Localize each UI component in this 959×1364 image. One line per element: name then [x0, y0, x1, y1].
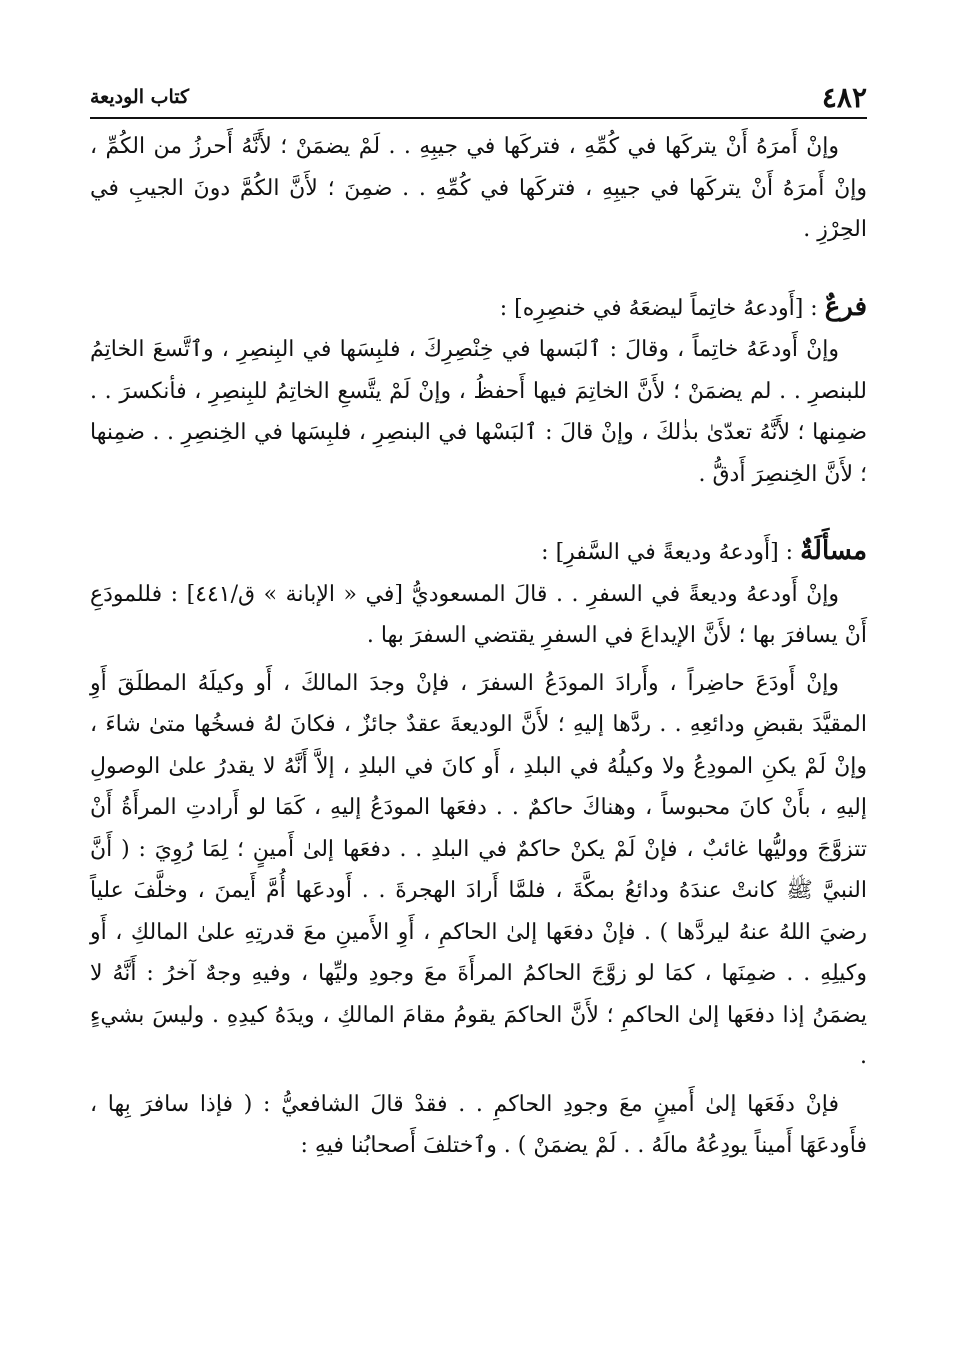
- paragraph-5: فإنْ دفَعَها إلىٰ أَمينٍ معَ وجودِ الحاكمِ . . فقدْ قالَ الشافعيُّ : ( فإذا سافرَ بِها ، فأَودعَهَا أَميناً يودِعُهُ مالَهُ . . لَمْ يضمَنْ ) . وٱختلفَ أَصحابُنا فيهِ :: [90, 1091, 867, 1158]
- heading-title: : [أَودعهُ خاتِماً ليضعَهُ في خنصِرِه] :: [499, 295, 825, 321]
- heading-title: : [أَودعهُ وديعةً في السَّفرِ] :: [541, 540, 801, 565]
- header-divider: [90, 117, 867, 119]
- heading-label: فرعٌ: [824, 291, 867, 322]
- paragraph-2: وإنْ أَودعَهُ خاتِماً ، وقالَ : ٱلبَسها في خِنْصِرِكَ ، فلبِسَها في البِنصِرِ ، وٱتَّسعَ الخاتِمُ للبنصرِ . . لم يضمَنْ ؛ لأَنَّ الخاتِمَ فيها أَحفظُ ، وإنْ لَمْ يتَّسعِ الخاتِمُ للبِنصِرِ ، فأنكسرَ . . ضمِنها ؛ لأَنَّهُ تعدّىٰ بذٰلكَ ، وإنْ قالَ : ٱلبَسْها في البنصِرِ ، فلبِسَها في الخِنصِرِ . . ضمِنها ؛ لأَنَّ الخِنصِرَ أَدقُّ .: [90, 337, 867, 487]
- paragraph-1: وإنْ أَمرَهُ أَنْ يتركَها في كُمِّهِ ، فتركَها في جيبِهِ . . لَمْ يضمَنْ ؛ لأَنَّهُ أَحرزُ من الكُمِّ ، وإنْ أَمرَهُ أَنْ يتركَها في جيبِهِ ، فتركَها في كُمِّهِ . . ضمِنَ ؛ لأَنَّ الكُمَّ دونَ الجيبِ في الحِرْزِ .: [90, 134, 867, 242]
- paragraph-4: وإنْ أَودَعَ حاضِراً ، وأَرادَ المودَعُ السفرَ ، فإنْ وجدَ المالكَ ، أَو وكيلَهُ المطلَقَ أَوِ المقيَّدَ بقبضِ ودائعِهِ . . ردَّها إليهِ ؛ لأَنَّ الوديعةَ عقدٌ جائزٌ ، فكانَ لهُ فسخُها متىٰ شاءَ ، وإنْ لَمْ يكنِ المودِعُ ولا وكيلُهُ في البلدِ ، أَو كانَ في البلدِ ، إلاَّ أَنَّهُ لا يقدرُ علىٰ الوصولِ إليهِ ، بأَنْ كانَ محبوساً ، وهناكَ حاكمٌ . . دفعَها المودَعُ إليهِ ، كَمَا لو أَرادتِ المرأَةُ أَنْ تتزوَّجَ ووليُّها غائبٌ ، فإنْ لَمْ يكنْ حاكمٌ في البلدِ . . دفعَها إلىٰ أَمينٍ ؛ لِمَا رُوِيَ : ( أَنَّ النبيَّ ﷺ كانتْ عندَهُ ودائعُ بمكَّةَ ، فلمَّا أَرادَ الهجرةَ . . أَودعَها أُمَّ أَيمنَ ، وخلَّفَ علياً رضيَ اللهُ عنهُ ليردَّها ) . فإنْ دفعَها إلىٰ الحاكمِ ، أَوِ الأَمينِ معَ قدرتِهِ علىٰ المالكِ ، أَو وكيلِهِ . . ضمِنَها ، كمَا لو زوَّجَ الحاكمُ المرأَةَ معَ وجودِ وليِّها ، وفيهِ وجهٌ آخرُ : أَنَّهُ لا يضمَنُ إذا دفعَها إلىٰ الحاكمِ ؛ لأَنَّ الحاكمَ يقومُ مقامَ المالكِ ، ويدَهُ كيدِهِ . وليسَ بشيءٍ .: [90, 670, 867, 1069]
- section-spacer: [90, 495, 867, 531]
- running-title: كتاب الوديعة: [90, 86, 190, 108]
- heading-label: مسأَلَةٌ: [800, 536, 867, 566]
- page-header: [90, 80, 867, 114]
- section-heading-masala: [90, 531, 867, 574]
- section-spacer: [90, 251, 867, 287]
- page-number: ٤٨٢: [821, 80, 867, 114]
- page-body: [90, 126, 867, 1167]
- paragraph-3: وإنْ أَودعهُ وديعةً في السفرِ . . قالَ المسعوديُّ [في « الإبانة » ق/٤٤١] : فللمودَعِ أَنْ يسافرَ بها ؛ لأَنَّ الإيداعَ في السفرِ يقتضي السفرَ بها .: [90, 581, 867, 648]
- section-heading-far: [90, 287, 867, 330]
